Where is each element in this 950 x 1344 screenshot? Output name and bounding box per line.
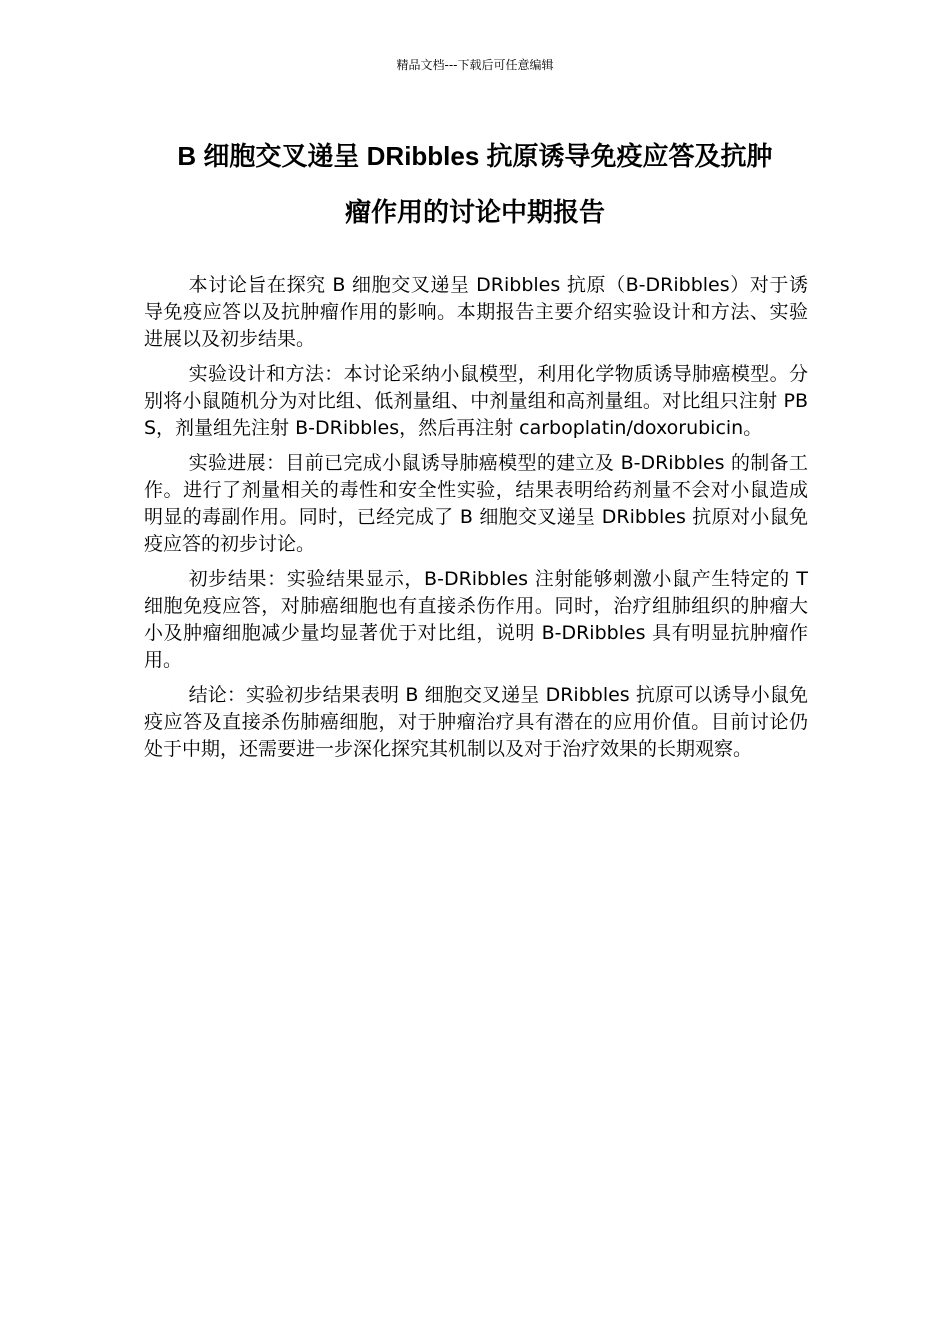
document-title <box>120 128 830 240</box>
title-line-2: 瘤作用的讨论中期报告 <box>344 197 605 227</box>
title-line-1: B 细胞交叉递呈 DRibbles 抗原诱导免疫应答及抗肿 <box>177 141 773 171</box>
header-note: 精品文档---下载后可任意编辑 <box>396 58 554 72</box>
paragraph-design-methods: 实验设计和方法：本讨论采纳小鼠模型，利用化学物质诱导肺癌模型。分别将小鼠随机分为对比组、低剂量组、中剂量组和高剂量组。对比组只注射 PBS，剂量组先注射 B-DRibbles，然后再注射 carboplatin/doxorubicin。 <box>144 363 808 439</box>
paragraph-progress: 实验进展：目前已完成小鼠诱导肺癌模型的建立及 B-DRibbles 的制备工作。进行了剂量相关的毒性和安全性实验，结果表明给药剂量不会对小鼠造成明显的毒副作用。同时，已经完成了 B 细胞交叉递呈 DRibbles 抗原对小鼠免疫应答的初步讨论。 <box>144 452 808 555</box>
paragraph-preliminary-results: 初步结果：实验结果显示，B-DRibbles 注射能够刺激小鼠产生特定的 T 细胞免疫应答，对肺癌细胞也有直接杀伤作用。同时，治疗组肺组织的肿瘤大小及肿瘤细胞减少量均显著优于对比组，说明 B-DRibbles 具有明显抗肿瘤作用。 <box>144 568 808 671</box>
paragraph-introduction: 本讨论旨在探究 B 细胞交叉递呈 DRibbles 抗原（B-DRibbles）对于诱导免疫应答以及抗肿瘤作用的影响。本期报告主要介绍实验设计和方法、实验进展以及初步结果。 <box>144 274 808 350</box>
paragraph-conclusion: 结论：实验初步结果表明 B 细胞交叉递呈 DRibbles 抗原可以诱导小鼠免疫应答及直接杀伤肺癌细胞，对于肿瘤治疗具有潜在的应用价值。目前讨论仍处于中期，还需要进一步深化探究其机制以及对于治疗效果的长期观察。 <box>144 684 808 760</box>
document-body <box>144 272 808 771</box>
